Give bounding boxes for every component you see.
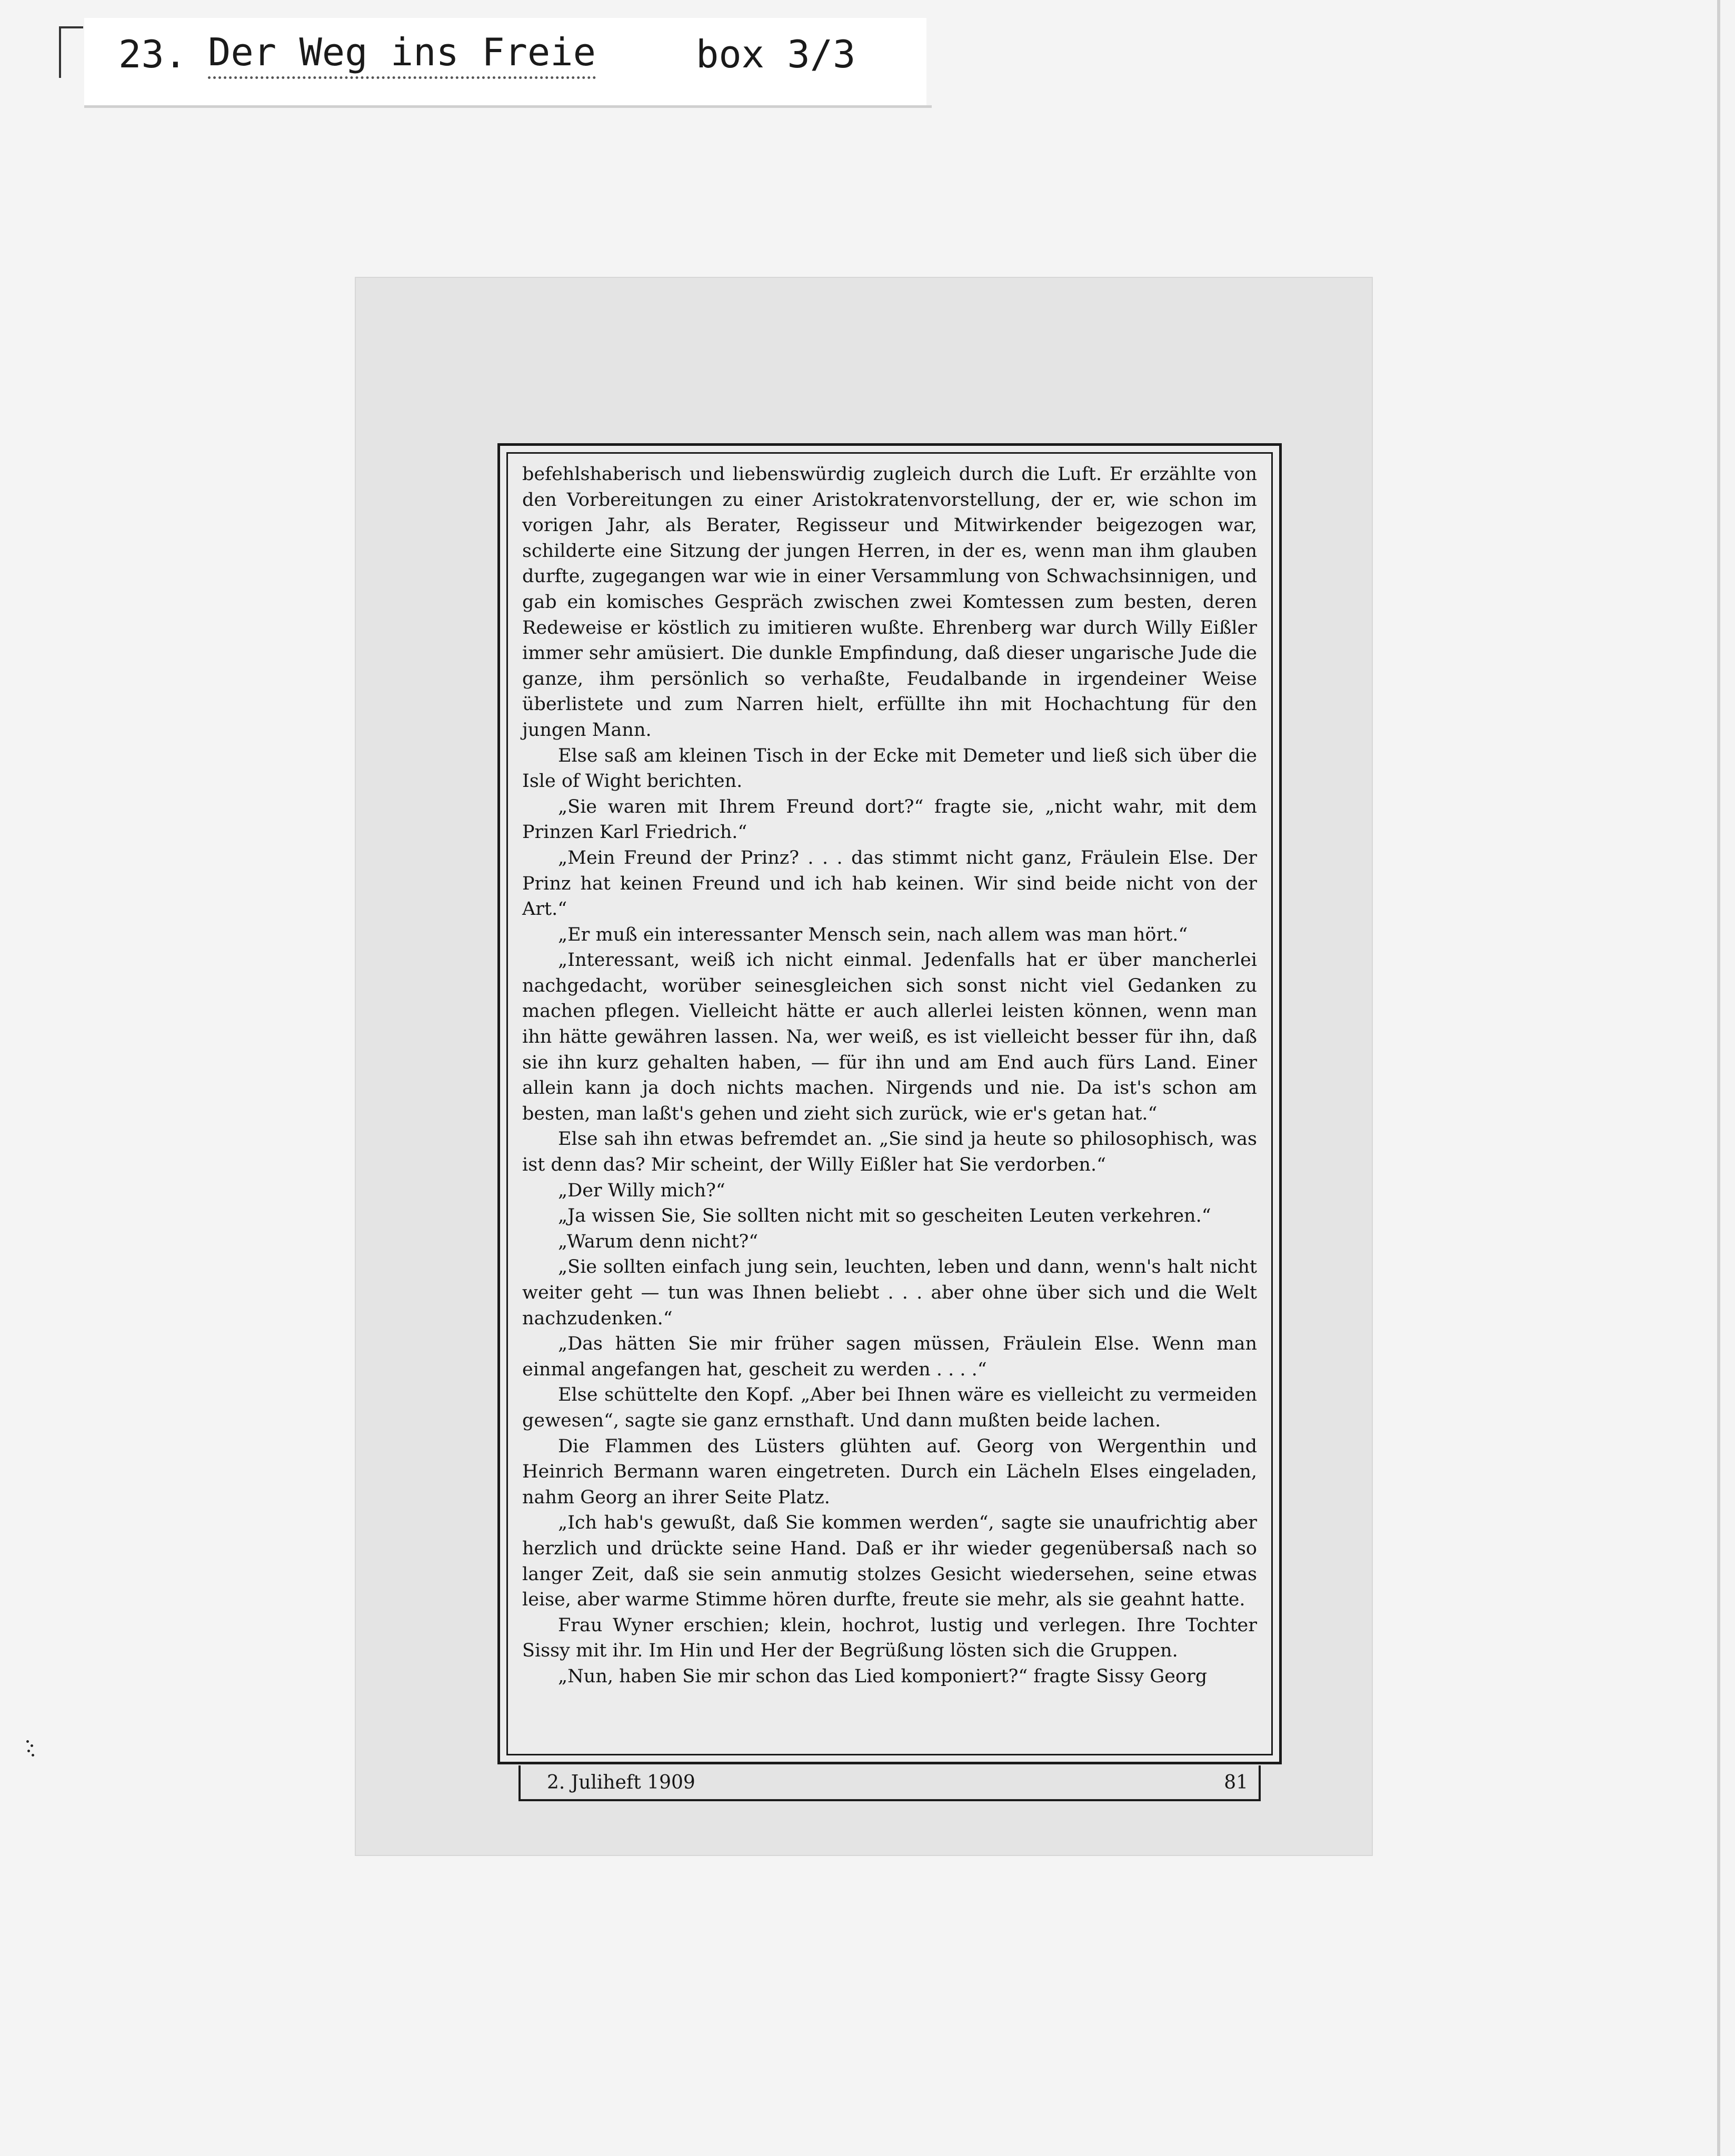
- paragraph: „Sie waren mit Ihrem Freund dort?“ fragte sie, „nicht wahr, mit dem Prinzen Karl Friedrich.“: [522, 796, 1257, 843]
- paragraph: befehlshaberisch und liebenswürdig zugleich durch die Luft. Er erzählte von den Vorbereitungen zu einer Aristokratenvorstellung, der er, wie schon im vorigen Jahr, als Berater, Regisseur und Mitwirkender beigezogen war, schilderte eine Sitzung der jungen Herren, in der es, wenn man ihm glauben durfte, zugegangen war wie in einer Versammlung von Schwachsinnigen, und gab ein komisches Gespräch zwischen zwei Komtessen zum besten, deren Redeweise er köstlich zu imitieren wußte. Ehrenberg war durch Willy Eißler immer sehr amüsiert. Die dunkle Empfindung, daß dieser ungarische Jude die ganze, ihm persönlich so verhaßte, Feudalbande in irgendeiner Weise überlistete und zum Narren hielt, erfüllte ihn mit Hochachtung für den jungen Mann.: [522, 464, 1257, 741]
- corner-mark: [59, 26, 83, 28]
- paragraph: „Ich hab's gewußt, daß Sie kommen werden“, sagte sie unaufrichtig aber herzlich und drückte seine Hand. Daß er ihr wieder gegenübersaß nach so langer Zeit, daß sie sein anmutig stolzes Gesicht wiedersehen, seine etwas leise, aber warme Stimme hören durfte, freute sie mehr, als sie geahnt hatte.: [522, 1512, 1257, 1611]
- issue-date: 2. Juliheft 1909: [547, 1771, 695, 1793]
- work-title: Der Weg ins Freie: [208, 30, 596, 79]
- paragraph: „Ja wissen Sie, Sie sollten nicht mit so gescheiten Leuten verkehren.“: [558, 1205, 1211, 1227]
- item-number: 23.: [118, 32, 187, 76]
- paragraph: „Mein Freund der Prinz? . . . das stimmt nicht ganz, Fräulein Else. Der Prinz hat keinen Freund und ich hab keinen. Wir sind beide nicht von der Art.“: [522, 847, 1257, 920]
- sheet-edge: [1717, 0, 1720, 2156]
- archive-label: [118, 25, 855, 83]
- page-number: 81: [1224, 1771, 1248, 1793]
- article-frame: [497, 443, 1282, 1764]
- paragraph: „Das hätten Sie mir früher sagen müssen, Fräulein Else. Wenn man einmal angefangen hat, gescheit zu werden . . . .“: [522, 1333, 1257, 1380]
- paragraph: „Interessant, weiß ich nicht einmal. Jedenfalls hat er über mancherlei nachgedacht, worüber seinesgleichen sich sonst nicht viel Gedanken zu machen pflegen. Vielleicht hätte er auch allerlei leisten können, wenn man ihn hätte gewähren lassen. Na, wer weiß, es ist vielleicht besser für ihn, daß sie ihn kurz gehalten haben, — für ihn und am End auch fürs Land. Einer allein kann ja doch nichts machen. Nirgends und nie. Da ist's schon am besten, man laßt's gehen und zieht sich zurück, wie er's getan hat.“: [522, 950, 1257, 1124]
- paragraph: Else schüttelte den Kopf. „Aber bei Ihnen wäre es vielleicht zu vermeiden gewesen“, sagte sie ganz ernsthaft. Und dann mußten beide lachen.: [522, 1384, 1257, 1431]
- paragraph: Frau Wyner erschien; klein, hochrot, lustig und verlegen. Ihre Tochter Sissy mit ihr. Im Hin und Her der Begrüßung lösten sich die Gruppen.: [522, 1614, 1257, 1662]
- paragraph: „Nun, haben Sie mir schon das Lied komponiert?“ fragte Sissy Georg: [558, 1665, 1208, 1687]
- article-text: [522, 462, 1257, 1690]
- paragraph: „Er muß ein interessanter Mensch sein, nach allem was man hört.“: [558, 924, 1188, 945]
- scan-specks: [25, 1738, 36, 1759]
- page-footer: [518, 1765, 1261, 1801]
- paragraph: Else sah ihn etwas befremdet an. „Sie sind ja heute so philosophisch, was ist denn das? Mir scheint, der Willy Eißler hat Sie verdorben.“: [522, 1129, 1257, 1176]
- paragraph: „Der Willy mich?“: [558, 1180, 725, 1201]
- label-divider: [84, 105, 932, 108]
- paragraph: Die Flammen des Lüsters glühten auf. Georg von Wergenthin und Heinrich Bermann waren eingetreten. Durch ein Lächeln Elses eingeladen, nahm Georg an ihrer Seite Platz.: [522, 1435, 1257, 1508]
- paragraph: „Sie sollten einfach jung sein, leuchten, leben und dann, wenn's halt nicht weiter geht — tun was Ihnen beliebt . . . aber ohne über sich und die Welt nachzudenken.“: [522, 1256, 1257, 1329]
- paragraph: Else saß am kleinen Tisch in der Ecke mit Demeter und ließ sich über die Isle of Wight berichten.: [522, 745, 1257, 792]
- corner-mark: [59, 26, 61, 78]
- box-number: box 3/3: [695, 32, 856, 76]
- paragraph: „Warum denn nicht?“: [558, 1231, 759, 1252]
